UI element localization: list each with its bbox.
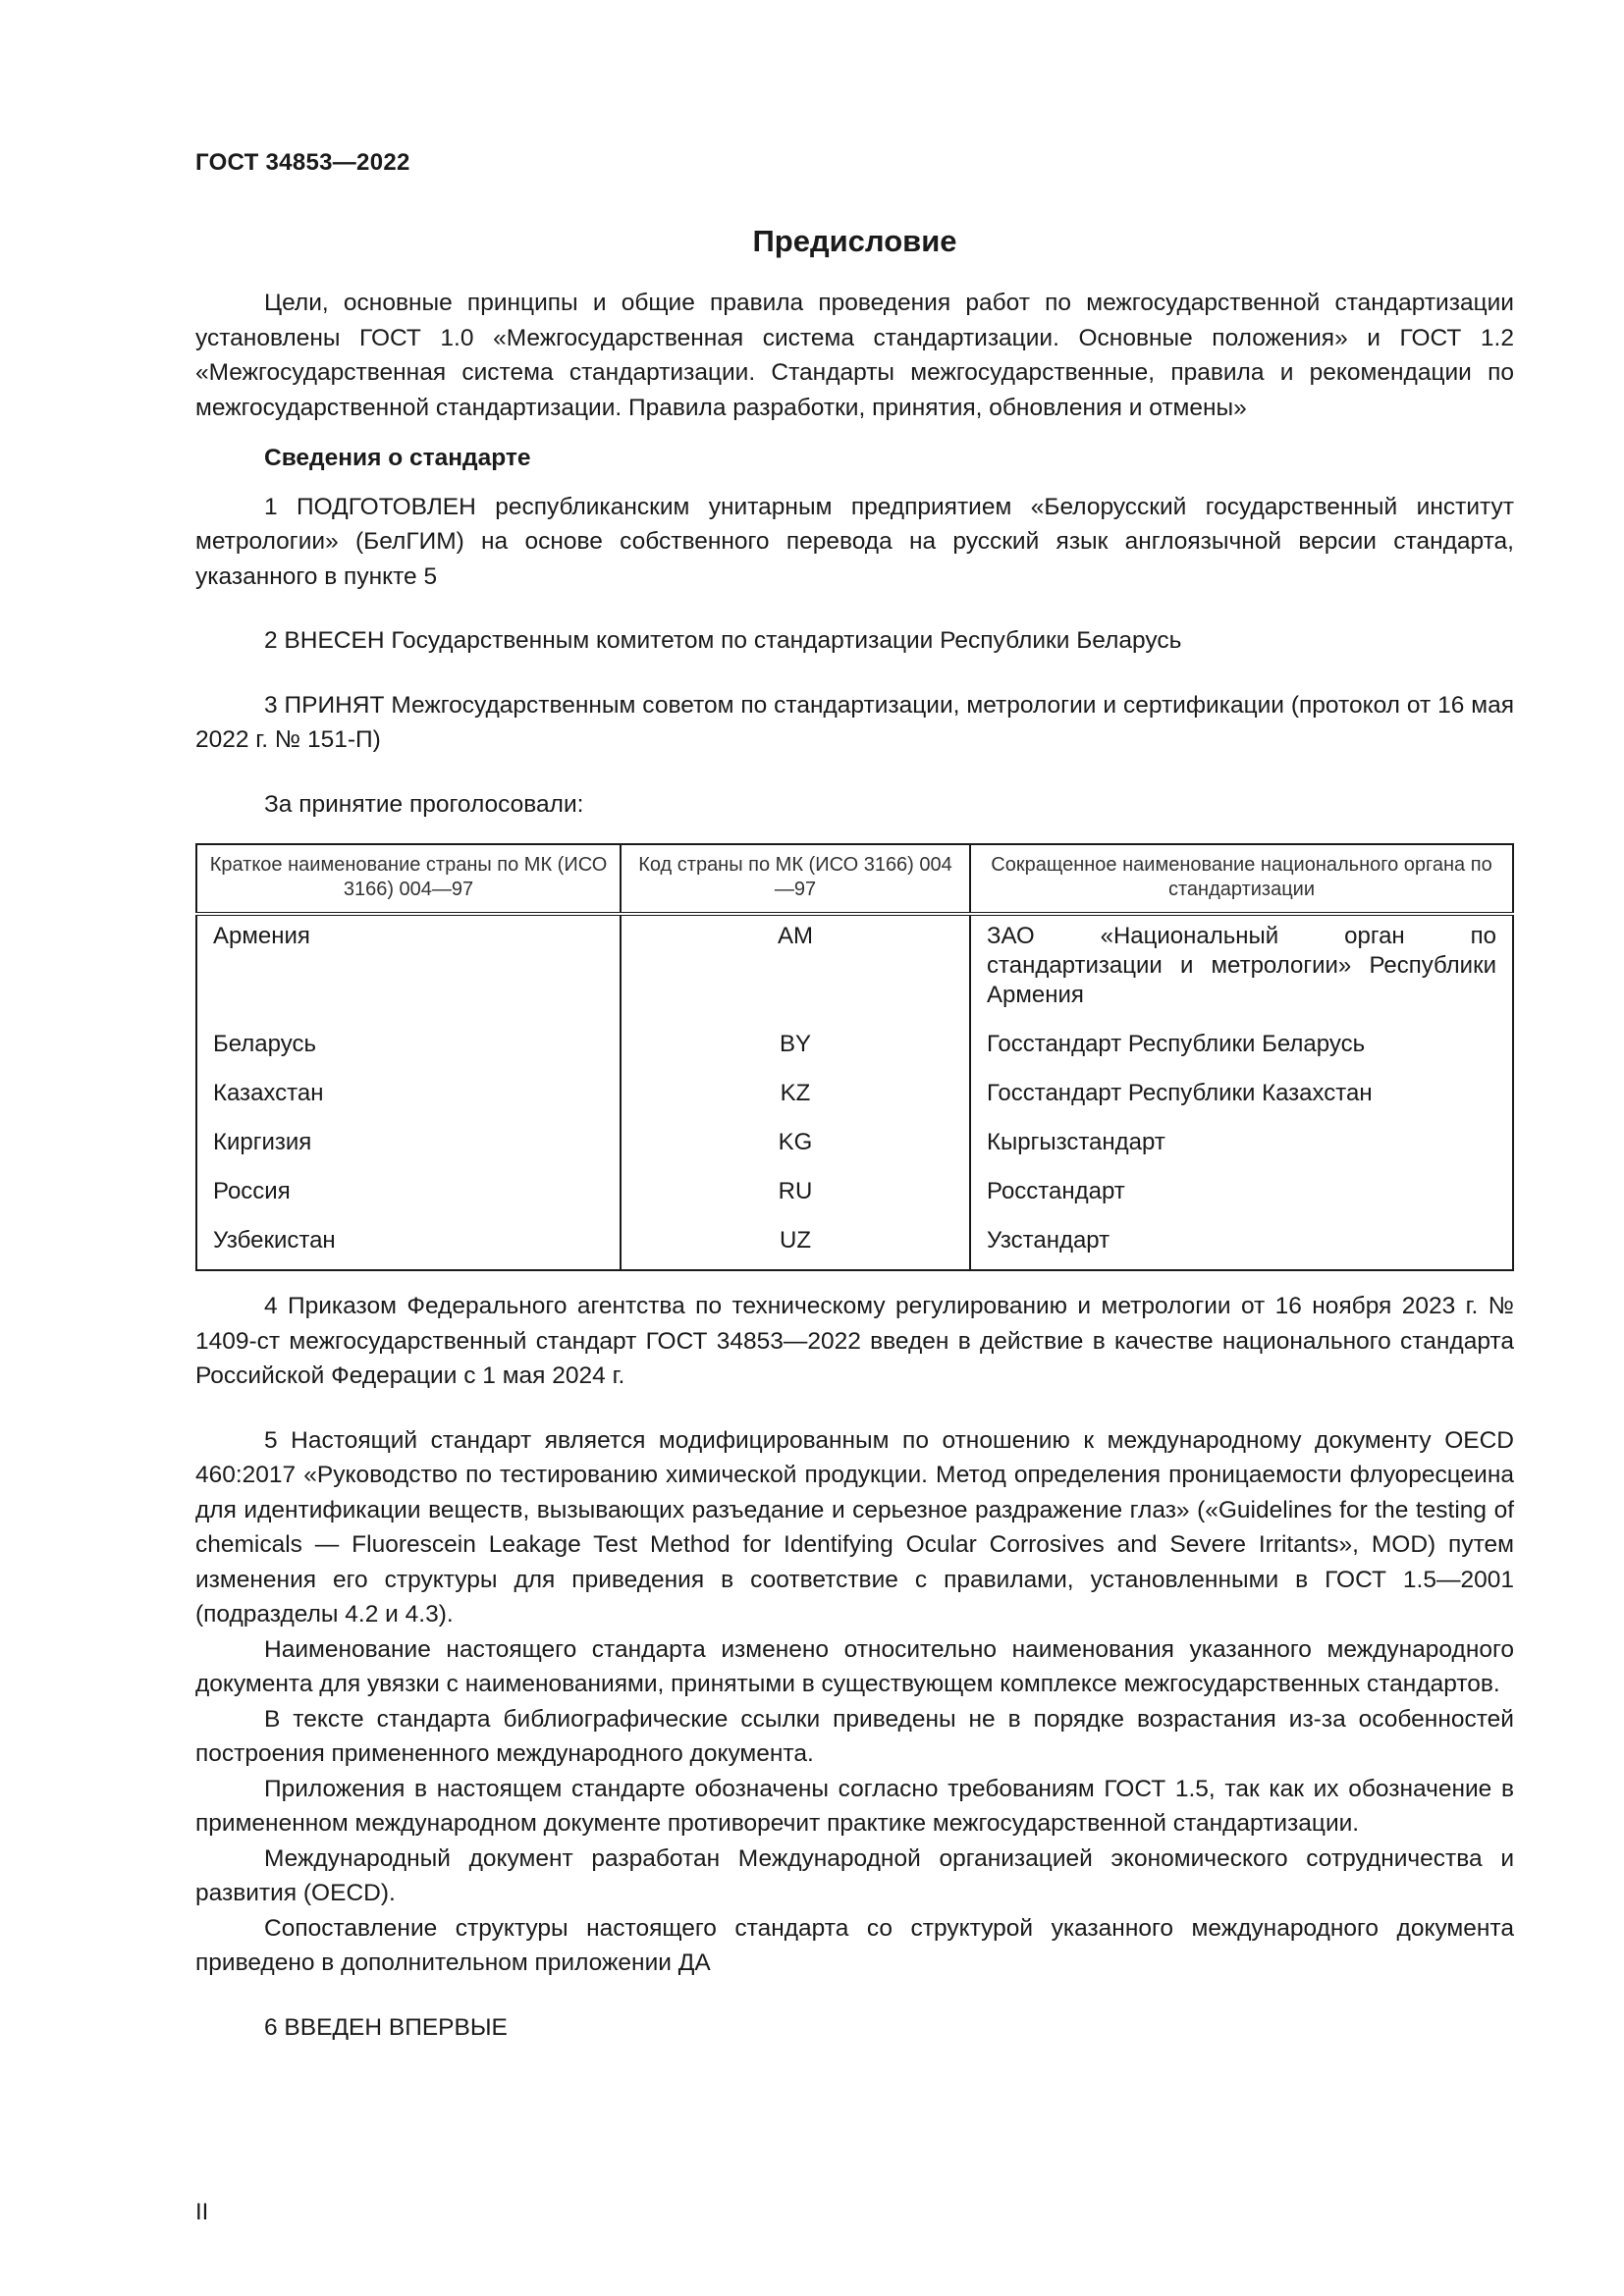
code-cell: KG bbox=[621, 1122, 970, 1171]
table-row bbox=[196, 1073, 1513, 1122]
agency-cell: Кыргызстандарт bbox=[970, 1122, 1513, 1171]
table-header-code: Код страны по МК (ИСО 3166) 004—97 bbox=[621, 844, 970, 914]
code-cell: KZ bbox=[621, 1073, 970, 1122]
code-cell: BY bbox=[621, 1024, 970, 1073]
country-cell: Беларусь bbox=[196, 1024, 621, 1073]
item-2-paragraph: 2 ВНЕСЕН Государственным комитетом по стандартизации Республики Беларусь bbox=[264, 627, 1182, 654]
agency-cell: Росстандарт bbox=[970, 1171, 1513, 1220]
code-cell: RU bbox=[621, 1171, 970, 1220]
item-5-developer-note: Международный документ разработан Международной организацией экономического сотрудничества и развития (OECD). bbox=[195, 1844, 1514, 1906]
item-5-paragraph: 5 Настоящий стандарт является модифицированным по отношению к международному документу OECD 460:2017 «Руководство по тестированию химической продукции. Метод определения проницаемости флуоресцеина для идентификации веществ, вызывающих разъедание и серьезное раздражение глаз» («Guidelines for the testing of chemicals — Fluorescein Leakage Test Method for Identifying Ocular Corrosives and Severe Irritants», MOD) путем изменения его структуры для приведения в соответствие с правилами, установленными в ГОСТ 1.5—2001 (подразделы 4.2 и 4.3). bbox=[195, 1426, 1514, 1628]
member-states-table bbox=[195, 843, 1514, 1271]
voted-label: За принятие проголосовали: bbox=[264, 790, 584, 818]
country-cell: Россия bbox=[196, 1171, 621, 1220]
table-row bbox=[196, 1171, 1513, 1220]
country-cell: Казахстан bbox=[196, 1073, 621, 1122]
table-header-row bbox=[196, 844, 1513, 914]
country-cell: Киргизия bbox=[196, 1122, 621, 1171]
table-row bbox=[196, 914, 1513, 1024]
agency-cell: Госстандарт Республики Беларусь bbox=[970, 1024, 1513, 1073]
table-header-body: Сокращенное наименование национального органа по стандартизации bbox=[970, 844, 1513, 914]
item-5-comparison-note: Сопоставление структуры настоящего стандарта со структурой указанного международного документа приведено в дополнительном приложении ДА bbox=[195, 1914, 1514, 1976]
item-1-paragraph: 1 ПОДГОТОВЛЕН республиканским унитарным предприятием «Белорусский государственный институт метрологии» (БелГИМ) на основе собственного перевода на русский язык англоязычной версии стандарта, указанного в пункте 5 bbox=[195, 493, 1514, 590]
item-3-paragraph: 3 ПРИНЯТ Межгосударственным советом по стандартизации, метрологии и сертификации (протокол от 16 мая 2022 г. № 151-П) bbox=[195, 691, 1514, 753]
agency-cell: Госстандарт Республики Казахстан bbox=[970, 1073, 1513, 1122]
intro-paragraph: Цели, основные принципы и общие правила проведения работ по межгосударственной стандартизации установлены ГОСТ 1.0 «Межгосударственная система стандартизации. Основные положения» и ГОСТ 1.2 «Межгосударственная система стандартизации. Стандарты межгосударственные, правила и рекомендации по межгосударственной стандартизации. Правила разработки, принятия, обновления и отмены» bbox=[195, 290, 1514, 421]
country-cell: Армения bbox=[196, 914, 621, 1024]
table-header-country: Краткое наименование страны по МК (ИСО 3166) 004—97 bbox=[196, 844, 621, 914]
item-5-title-note: Наименование настоящего стандарта изменено относительно наименования указанного международного документа для увязки с наименованиями, принятыми в существующем комплексе межгосударственных стандартов. bbox=[195, 1635, 1514, 1697]
agency-cell: ЗАО «Национальный орган по стандартизации и метрологии» Республики Армения bbox=[970, 914, 1513, 1024]
code-cell: UZ bbox=[621, 1220, 970, 1270]
agency-cell: Узстандарт bbox=[970, 1220, 1513, 1270]
code-cell: AM bbox=[621, 914, 970, 1024]
section-heading: Сведения о стандарте bbox=[264, 445, 531, 471]
table-row bbox=[196, 1220, 1513, 1270]
item-5-references-note: В тексте стандарта библиографические ссылки приведены не в порядке возрастания из-за особенностей построения примененного международного документа. bbox=[195, 1705, 1514, 1767]
table-row bbox=[196, 1024, 1513, 1073]
document-header: ГОСТ 34853—2022 bbox=[195, 149, 410, 176]
item-5-annexes-note: Приложения в настоящем стандарте обозначены согласно требованиям ГОСТ 1.5, так как их обозначение в примененном международном документе противоречит практике межгосударственной стандартизации. bbox=[195, 1775, 1514, 1837]
country-cell: Узбекистан bbox=[196, 1220, 621, 1270]
table-row bbox=[196, 1122, 1513, 1171]
page-number: II bbox=[195, 2199, 209, 2225]
item-4-paragraph: 4 Приказом Федерального агентства по техническому регулированию и метрологии от 16 ноября 2023 г. № 1409-ст межгосударственный стандарт ГОСТ 34853—2022 введен в действие в качестве национального стандарта Российской Федерации с 1 мая 2024 г. bbox=[195, 1293, 1514, 1389]
document-body bbox=[195, 286, 1514, 2045]
item-6-paragraph: 6 ВВЕДЕН ВПЕРВЫЕ bbox=[264, 2013, 508, 2041]
page-title: Предисловие bbox=[752, 224, 957, 258]
